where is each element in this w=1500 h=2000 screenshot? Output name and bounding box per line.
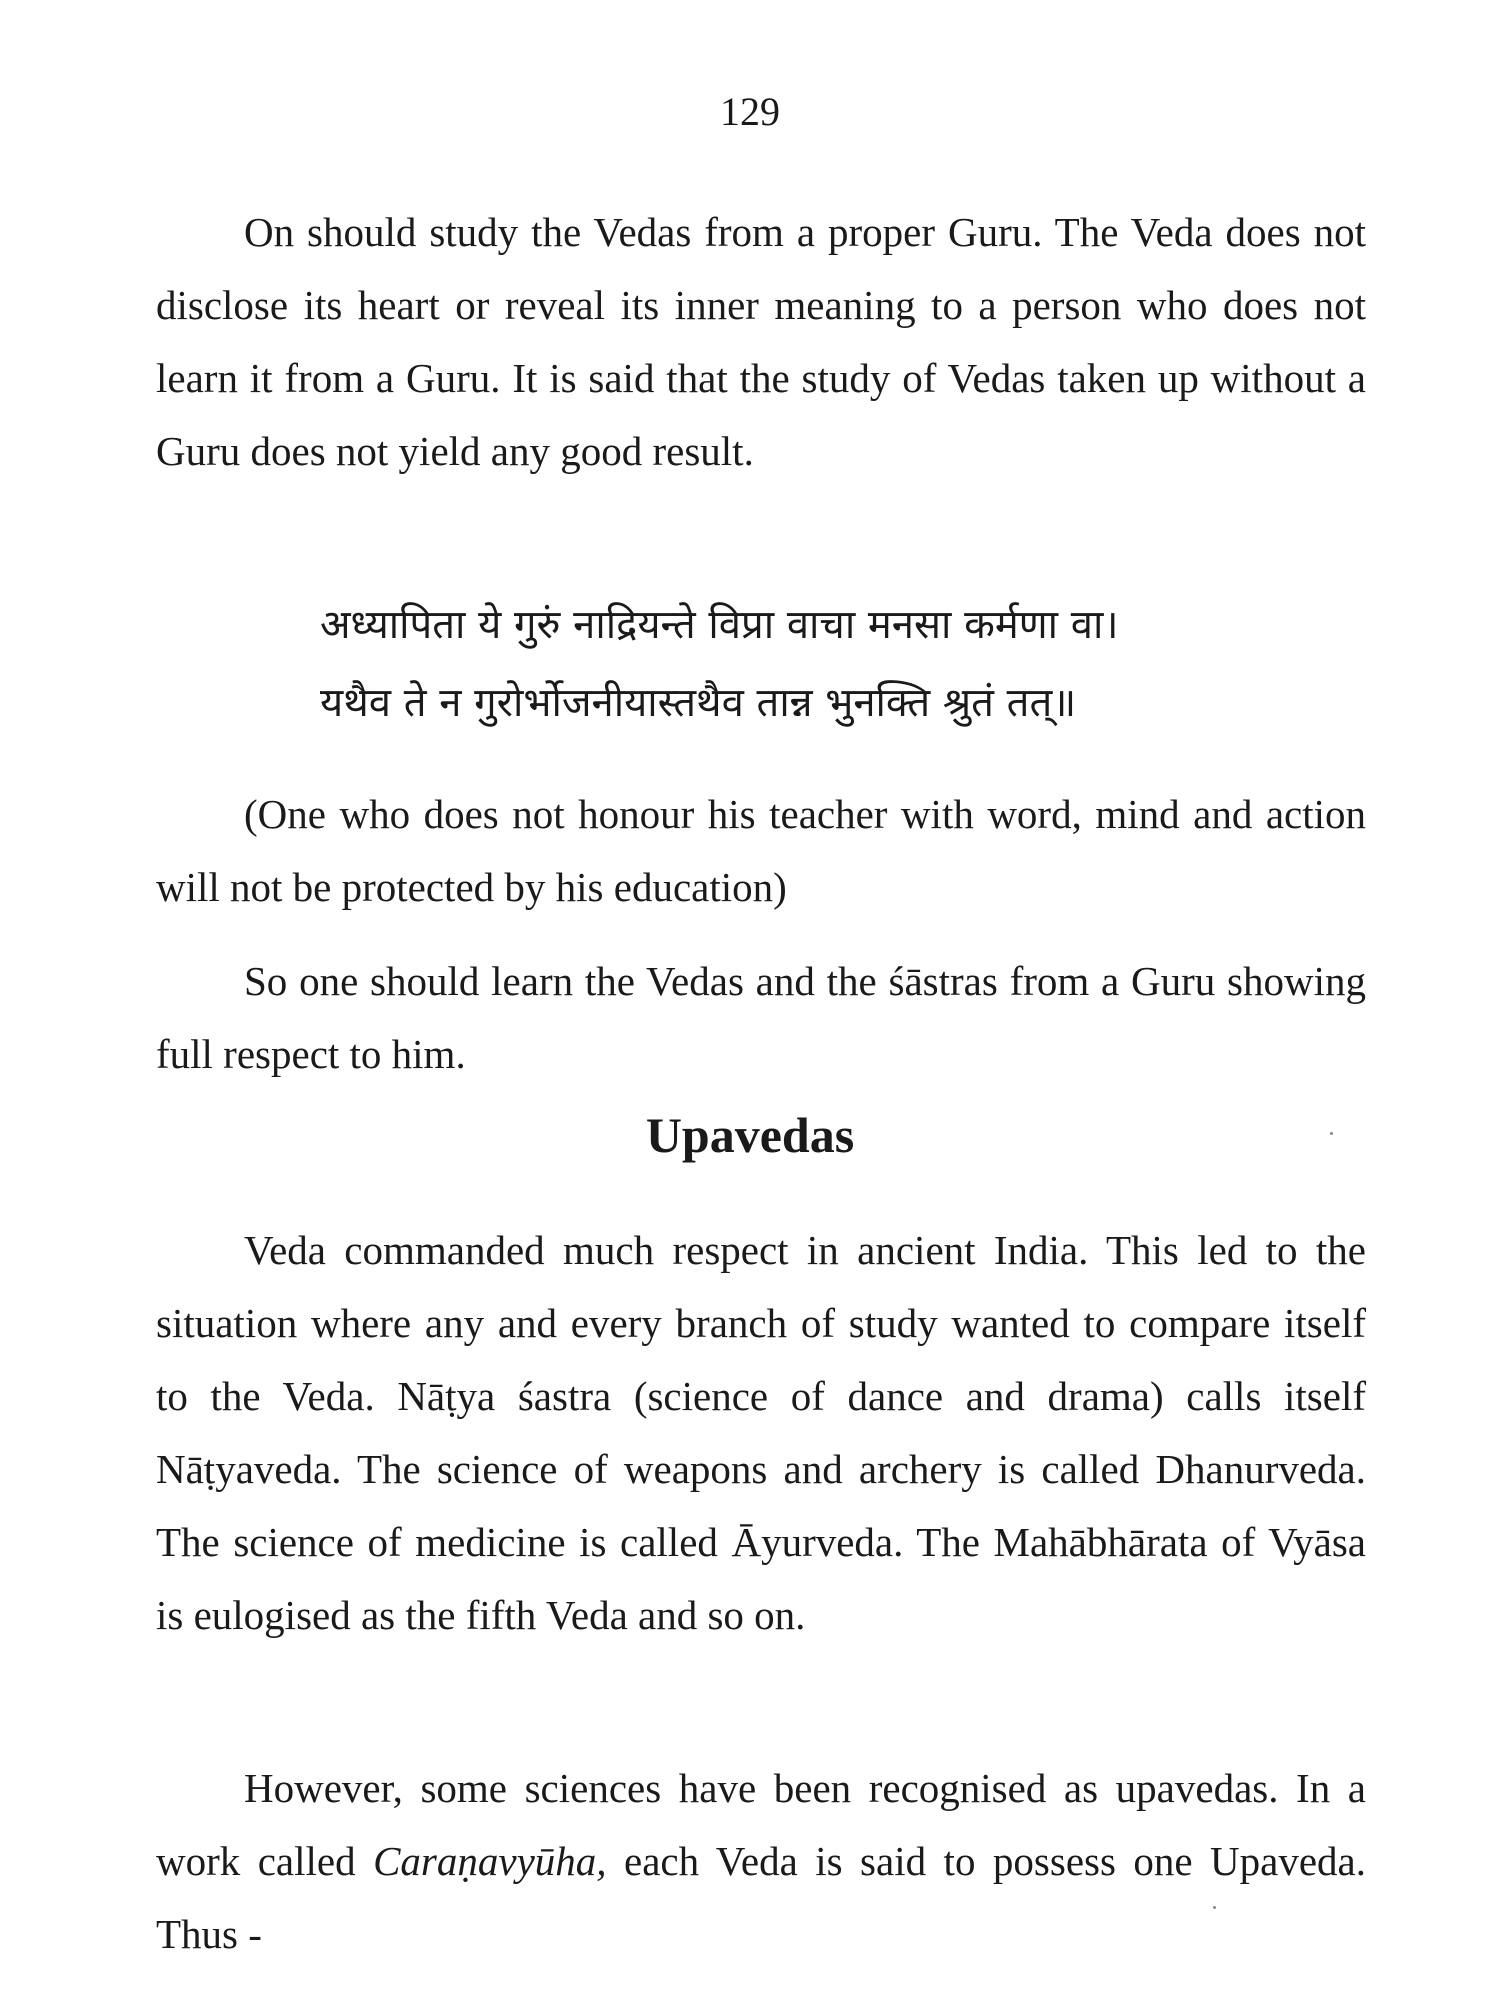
paragraph-respect: So one should learn the Vedas and the śāstras from a Guru showing full respect to him. [156,958,1366,1077]
work-title: Caraṇavyūha, [373,1838,607,1884]
paragraph-upavedas [156,1752,1366,1971]
scan-speck [1330,1132,1333,1135]
paragraph-guru-study: On should study the Vedas from a proper Guru. The Veda does not disclose its heart or reveal its inner meaning to a person who does not learn it from a Guru. It is said that the study of Vedas taken up without a Guru does not yield any good result. [156,209,1366,474]
verse-line-1: अध्यापिता ये गुरुं नाद्रियन्ते विप्रा वाचा मनसा कर्मणा वा। [320,602,1119,648]
scan-speck [1213,1906,1216,1909]
sanskrit-verse [320,586,1340,742]
page-number: 129 [720,89,780,134]
paragraph-upavedas-rest: each Veda is said to possess one Upaveda. Thus - [156,1838,1367,1957]
paragraph-veda-respect: Veda commanded much respect in ancient India. This led to the situation where any and every branch of study wanted to compare itself to the Veda. Nāṭya śastra (science of dance and drama) calls itself Nāṭyaveda. The science of weapons and archery is called Dhanurveda. The science of medicine is called Āyurveda. The Mahābhārata of Vyāsa is eulogised as the fifth Veda and so on. [156,1227,1366,1638]
paragraph-verse-translation: (One who does not honour his teacher with word, mind and action will not be protected by his education) [156,791,1366,910]
verse-line-2: यथैव ते न गुरोर्भोजनीयास्तथैव तान्न भुनक्ति श्रुतं तत्॥ [320,680,1077,726]
section-heading-upavedas: Upavedas [645,1107,855,1163]
paragraph-upavedas-intro: However, some sciences have been recognised as upavedas. In a work called [156,1765,1366,1884]
